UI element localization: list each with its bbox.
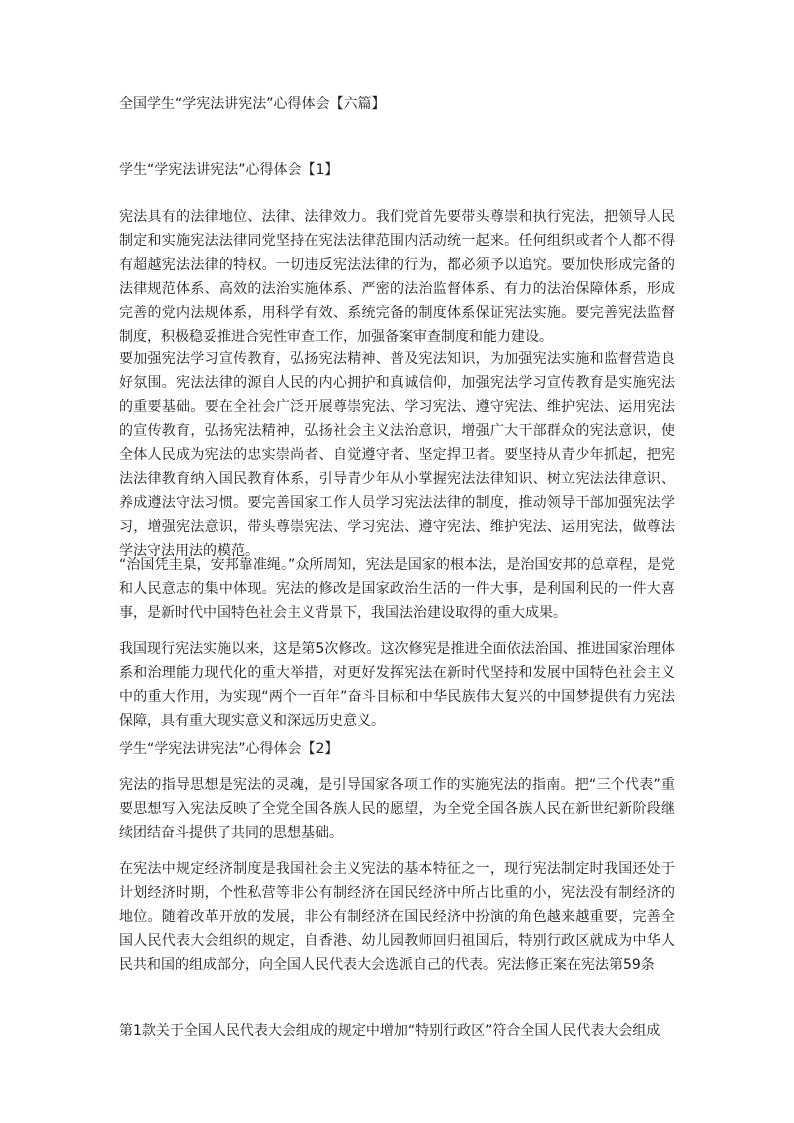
paragraph: “治国凭圭臬，安邦靠准绳。”众所周知，宪法是国家的根本法，是治国安邦的总章程，是党和人民意志的集中体现。宪法的修改是国家政治生活的一件大事，是利国利民的一件大喜事，是新时代中国特色社会主义背景下，我国法治建设取得的重大成果。: [119, 557, 675, 621]
section-heading-1: 学生“学宪法讲宪法”心得体会【1】: [119, 162, 339, 178]
paragraph: 要加强宪法学习宣传教育，弘扬宪法精神、普及宪法知识，为加强宪法实施和监督营造良好氛围。宪法法律的源自人民的内心拥护和真诚信仰，加强宪法学习宣传教育是实施宪法的重要基础。要在全社会广泛开展尊崇宪法、学习宪法、遵守宪法、维护宪法、运用宪法的宣传教育，弘扬宪法精神，弘扬社会主义法治意识，增强广大干部群众的宪法意识，使全体人民成为宪法的忠实崇尚者、自觉遵守者、坚定捍卫者。要坚持从青少年抓起，把宪法法律教育纳入国民教育体系，引导青少年从小掌握宪法法律知识、树立宪法法律意识、养成遵法守法习惯。要完善国家工作人员学习宪法法律的制度，推动领导干部加强宪法学习，增强宪法意识，带头尊崇宪法、学习宪法、遵守宪法、维护宪法、运用宪法，做尊法学法守法用法的模范。: [119, 351, 675, 559]
paragraph: 我国现行宪法实施以来，这是第5次修改。这次修宪是推进全面依法治国、推进国家治理体系和治理能力现代化的重大举措，对更好发挥宪法在新时代坚持和发展中国特色社会主义中的重大作用，为实现“两个一百年”奋斗目标和中华民族伟大复兴的中国梦提供有力宪法保障，具有重大现实意义和深远历史意义。: [119, 641, 675, 729]
paragraph: 在宪法中规定经济制度是我国社会主义宪法的基本特征之一，现行宪法制定时我国还处于计划经济时期，个性私营等非公有制经济在国民经济中所占比重的小，宪法没有制经济的地位。随着改革开放的发展，非公有制经济在国民经济中扮演的角色越来越重要，完善全国人民代表大会组织的规定，自香港、幼儿园教师回归祖国后，特别行政区就成为中华人民共和国的组成部分，向全国人民代表大会选派自己的代表。宪法修正案在宪法第59条: [119, 861, 675, 973]
paragraph: 第1款关于全国人民代表大会组成的规定中增加“特别行政区”符合全国人民代表大会组成: [119, 1023, 661, 1039]
section-heading-2: 学生“学宪法讲宪法”心得体会【2】: [119, 741, 339, 757]
document-title: 全国学生“学宪法讲宪法”心得体会【六篇】: [119, 96, 386, 112]
paragraph: 宪法具有的法律地位、法律、法律效力。我们党首先要带头尊崇和执行宪法，把领导人民制定和实施宪法法律同党坚持在宪法法律范围内活动统一起来。任何组织或者个人都不得有超越宪法法律的特权。一切违反宪法法律的行为，都必须予以追究。要加快形成完备的法律规范体系、高效的法治实施体系、严密的法治监督体系、有力的法治保障体系，形成完善的党内法规体系，用科学有效、系统完备的制度体系保证宪法实施。要完善宪法监督制度，积极稳妥推进合宪性审查工作，加强备案审查制度和能力建设。: [119, 209, 675, 345]
paragraph: 宪法的指导思想是宪法的灵魂，是引导国家各项工作的实施宪法的指南。把“三个代表”重要思想写入宪法反映了全党全国各族人民的愿望，为全党全国各族人民在新世纪新阶段继续团结奋斗提供了共同的思想基础。: [119, 777, 675, 841]
